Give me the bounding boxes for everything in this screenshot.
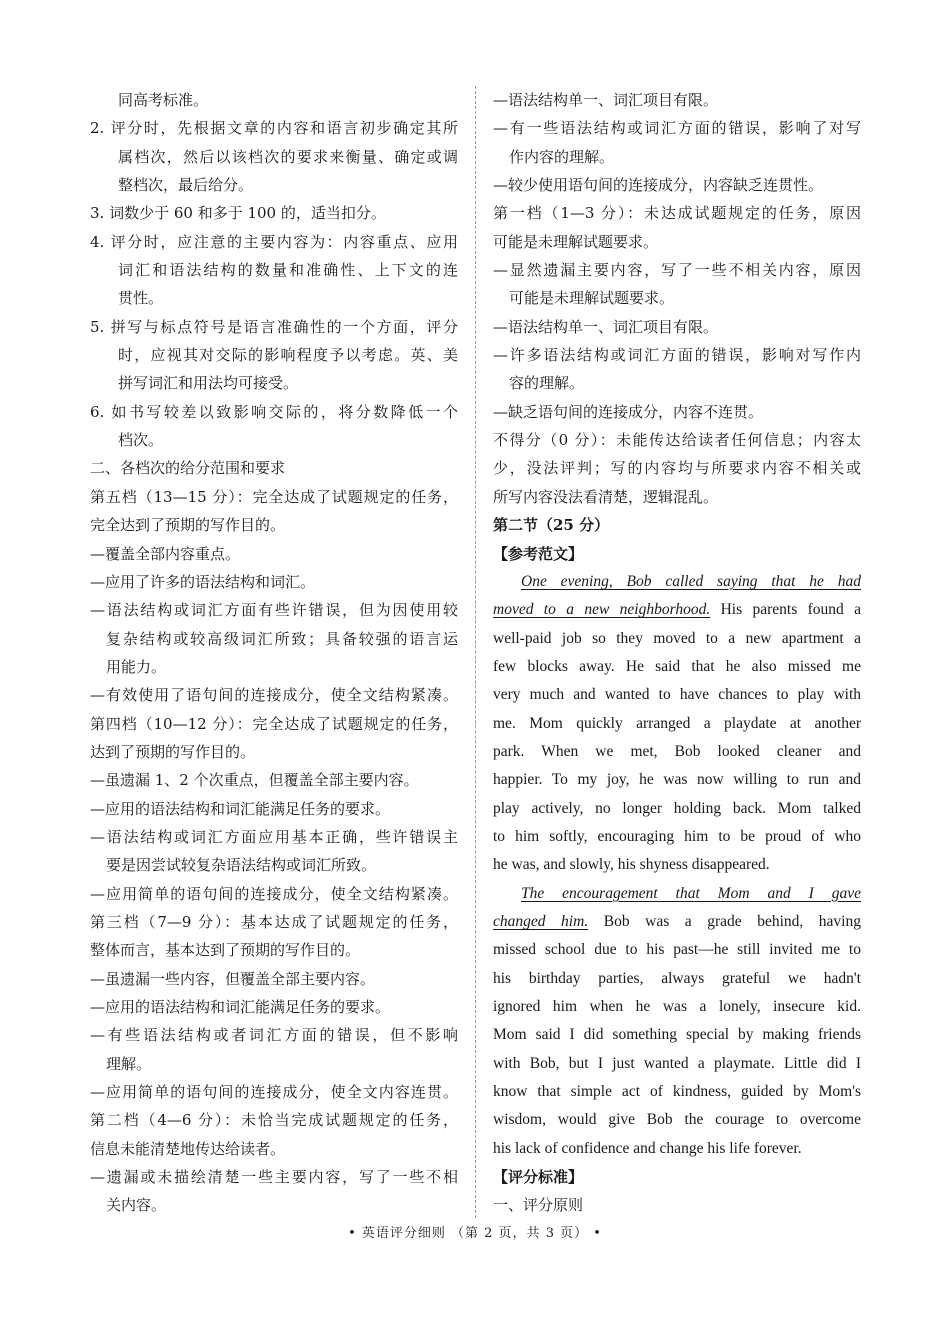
essay-line: missed school due to his past—he still invited me to [493,941,861,959]
text-line: 时，应视其对交际的影响程度予以考虑。英、美 [118,346,458,365]
text-line: 作内容的理解。 [509,147,615,166]
text-line: 信息未能清楚地传达给读者。 [90,1139,286,1158]
text-line: 要是因尝试较复杂语法结构或词汇所致。 [106,856,377,875]
text-line: 第五档（13—15 分）：完全达成了试题规定的任务， [90,487,458,506]
text-line: 档次。 [118,431,164,450]
text-line: 词汇和语法结构的数量和准确性、上下文的连 [118,261,458,280]
essay-line: happier. To my joy, he was now willing to run and [493,771,861,789]
text-line: 2. 评分时，先根据文章的内容和语言初步确定其所 [90,119,458,138]
essay-line: park. When we met, Bob looked cleaner and [493,742,861,760]
essay-line: Mom said I did something special by making friends [493,1026,861,1044]
underlined-opening: One evening, Bob called saying that he had [521,572,861,590]
text-line: 属档次，然后以该档次的要求来衡量、确定或调 [118,147,458,166]
column-divider [475,86,476,1218]
essay-line: ignored him when he was a lonely, insecure kid. [493,998,861,1015]
text-line: 不得分（0 分）：未能传达给读者任何信息；内容太 [493,431,861,450]
essay-line [493,880,861,908]
essay-line: his lack of confidence and change his life forever. [493,1139,802,1157]
essay-line: play actively, no longer holding back. Mom talked [493,799,861,817]
text-line: —显然遗漏主要内容，写了一些不相关内容，原因 [493,261,861,280]
text-line: —语法结构单一、词汇项目有限。 [493,317,719,336]
essay-line: with Bob, but I just wanted a playmate. Little did I [493,1054,861,1072]
section-title: 第二节（25 分） [493,516,610,535]
text-line: —语法结构或词汇方面应用基本正确，些许错误主 [90,827,458,846]
text-line: —应用简单的语句间的连接成分，使全文内容连贯。 [90,1083,458,1102]
text-line: 第四档（10—12 分）：完全达成了试题规定的任务， [90,714,458,733]
text-line: 达到了预期的写作目的。 [90,742,256,761]
text-line: 第一档（1—3 分）：未达成试题规定的任务，原因 [493,204,861,223]
text-line: 关内容。 [106,1196,167,1215]
text-line: —覆盖全部内容重点。 [90,544,241,563]
essay-line: well-paid job so they moved to a new apartment a [493,629,861,647]
text-line: —许多语法结构或词汇方面的错误，影响对写作内 [493,346,861,365]
text-line: 用能力。 [106,657,167,676]
text-line: —虽遗漏 1、2 个次重点，但覆盖全部主要内容。 [90,771,419,790]
text-line: 复杂结构或较高级词汇所致；具备较强的语言运 [106,629,458,648]
text-line: 整档次，最后给分。 [118,176,254,195]
section-heading: 二、各档次的给分范围和要求 [90,459,286,478]
text-line: 同高考标准。 [118,91,209,109]
text-line: 4. 评分时，应注意的主要内容为：内容重点、应用 [90,232,458,251]
text-line: 贯性。 [118,289,164,308]
text-line: 少，没法评判；写的内容均与所要求内容不相关或 [493,459,861,478]
essay-line: to him softly, encouraging him to be proud of who [493,827,861,845]
text-line: 5. 拼写与标点符号是语言准确性的一个方面，评分 [90,317,458,336]
text-line: 所写内容没法看清楚，逻辑混乱。 [493,487,719,506]
text-line: —有效使用了语句间的连接成分，使全文结构紧凑。 [90,686,458,705]
essay-line: he was, and slowly, his shyness disappeared. [493,856,770,874]
essay-line: very much and wanted to have chances to play with [493,686,861,704]
essay-line: know that simple act of kindness, guided by Mom's [493,1083,861,1101]
text-line: —有一些语法结构或词汇方面的错误，影响了对写 [493,119,861,138]
text-line: 理解。 [106,1054,152,1073]
text-line: 第二档（4—6 分）：未恰当完成试题规定的任务， [90,1111,458,1130]
text-line: 拼写词汇和用法均可接受。 [118,374,299,393]
text-line: 第三档（7—9 分）：基本达成了试题规定的任务， [90,912,458,931]
underlined-opening: changed him. [493,912,589,930]
text-line: —遗漏或未描绘清楚一些主要内容，写了一些不相 [90,1168,458,1187]
text-line: 可能是未理解试题要求。 [493,232,659,251]
text-line: 6. 如书写较差以致影响交际的，将分数降低一个 [90,402,458,421]
criteria-principle: 一、评分原则 [493,1196,584,1215]
essay-line: me. Mom quickly arranged a playdate at another [493,714,861,732]
text-line: —应用的语法结构和词汇能满足任务的要求。 [90,998,391,1016]
essay-line: changed him. Bob was a grade behind, having [493,912,861,930]
underlined-opening: moved to a new neighborhood. [493,601,711,619]
sample-essay-heading: 【参考范文】 [493,544,584,563]
text-line: —应用简单的语句间的连接成分，使全文结构紧凑。 [90,884,458,903]
text-line: 3. 词数少于 60 和多于 100 的，适当扣分。 [90,204,386,223]
essay-line: wisdom, would give Bob the courage to overcome [493,1111,861,1129]
text-line: —应用了许多的语法结构和词汇。 [90,572,316,591]
essay-line: moved to a new neighborhood. His parents found a [493,601,861,619]
right-column [493,86,861,1220]
criteria-heading: 【评分标准】 [493,1168,584,1187]
underlined-opening: The encouragement that Mom and I gave [521,884,861,902]
text-line: 完全达到了预期的写作目的。 [90,516,286,535]
text-line: —语法结构单一、词汇项目有限。 [493,91,719,109]
text-line: —语法结构或词汇方面有些许错误，但为因使用较 [90,601,458,620]
left-column [90,86,458,1220]
essay-line: his birthday parties, always grateful we hadn't [493,969,861,987]
text-line: —有些语法结构或者词汇方面的错误，但不影响 [90,1026,458,1045]
essay-line [493,568,861,596]
essay-line: few blocks away. He said that he also missed me [493,657,861,675]
text-line: —缺乏语句间的连接成分，内容不连贯。 [493,402,764,421]
text-line: —应用的语法结构和词汇能满足任务的要求。 [90,799,391,818]
text-line: 容的理解。 [509,374,585,393]
page-footer: • 英语评分细则 （第 2 页，共 3 页） • [348,1226,602,1241]
text-line: —较少使用语句间的连接成分，内容缺乏连贯性。 [493,176,824,195]
text-line: 整体而言，基本达到了预期的写作目的。 [90,941,361,960]
text-line: —虽遗漏一些内容，但覆盖全部主要内容。 [90,969,376,988]
text-line: 可能是未理解试题要求。 [509,289,675,308]
